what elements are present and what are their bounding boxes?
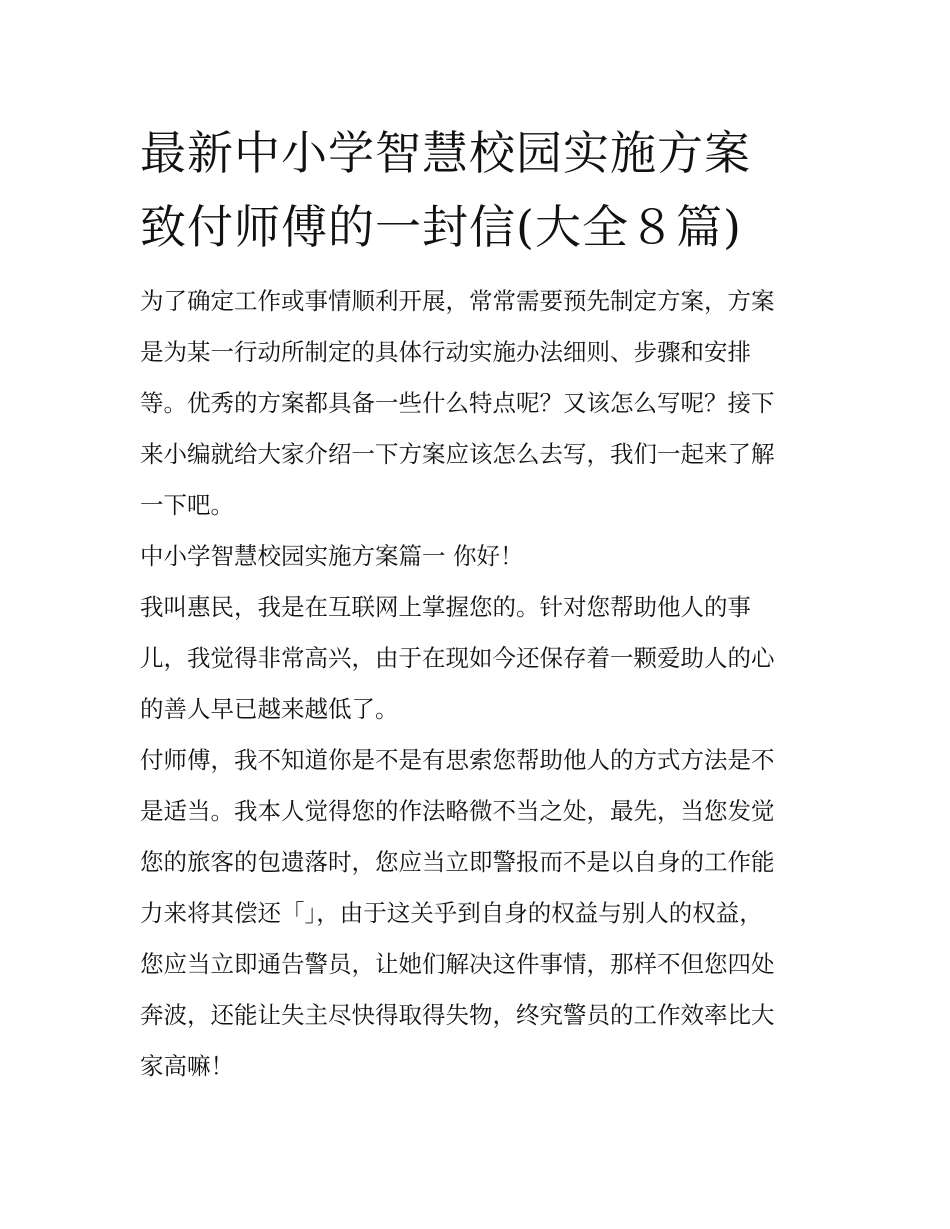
body-paragraph (140, 582, 820, 735)
text-line: 是适当。我本人觉得您的作法略微不当之处，最先，当您发觉 (140, 797, 775, 825)
text-line: 中小学智慧校园实施方案篇一 你好！ (140, 542, 524, 570)
text-line: 儿，我觉得非常高兴，由于在现如今还保存着一颗爱助人的心 (140, 644, 775, 672)
text-line: 为了确定工作或事情顺利开展，常常需要预先制定方案，方案 (140, 287, 775, 315)
text-line: 您的旅客的包遗落时，您应当立即警报而不是以自身的工作能 (140, 848, 775, 876)
title-line-2: 致付师傅的一封信(大全８篇) (140, 200, 742, 254)
text-line: 是为某一行动所制定的具体行动实施办法细则、步骤和安排 (140, 338, 751, 366)
text-line: 付师傅，我不知道你是不是有思索您帮助他人的方式方法是不 (140, 746, 775, 774)
text-line: 家高嘛！ (140, 1052, 234, 1080)
text-line: 来小编就给大家介绍一下方案应该怎么去写，我们一起来了解 (140, 440, 775, 468)
text-line: 等。优秀的方案都具备一些什么特点呢？又该怎么写呢？接下 (140, 389, 775, 417)
title-line-1: 最新中小学智慧校园实施方案 (140, 126, 751, 180)
document-body (140, 276, 820, 1092)
text-line: 一下吧。 (140, 491, 234, 519)
text-line: 的善人早已越来越低了。 (140, 695, 399, 723)
document-title (140, 116, 820, 264)
text-line: 您应当立即通告警员，让她们解决这件事情，那样不但您四处 (140, 950, 775, 978)
text-line: 我叫惠民，我是在互联网上掌握您的。针对您帮助他人的事 (140, 593, 751, 621)
intro-paragraph (140, 276, 820, 531)
text-line: 力来将其偿还「」，由于这关乎到自身的权益与别人的权益， (140, 899, 763, 927)
body-paragraph (140, 735, 820, 1092)
text-line: 奔波，还能让失主尽快得取得失物，终究警员的工作效率比大 (140, 1001, 775, 1029)
section-heading-paragraph (140, 531, 820, 582)
